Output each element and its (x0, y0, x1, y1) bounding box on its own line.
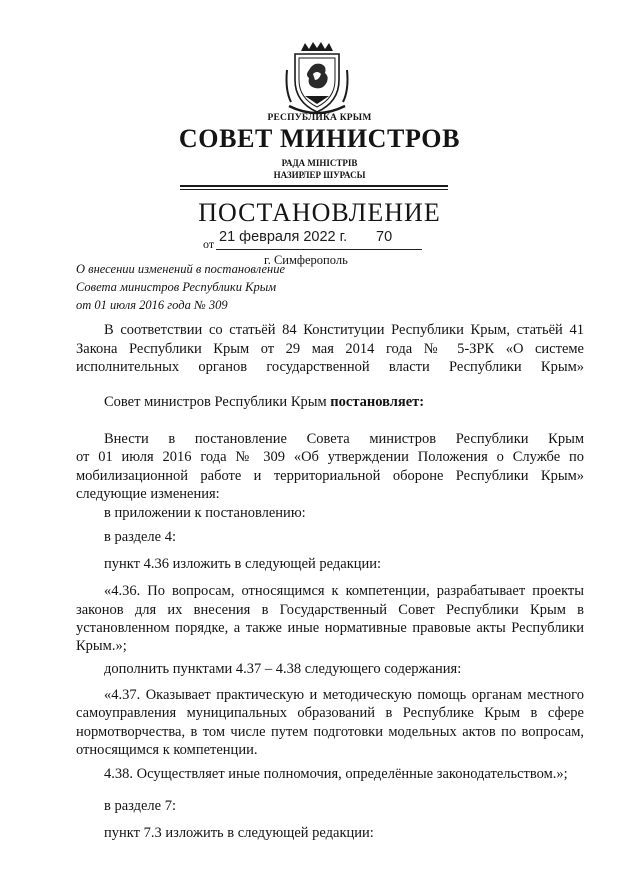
item-4-37-line: самоуправления муниципальных образований в Республике Крым в сфере (76, 705, 584, 721)
city-name: г. Симферополь (264, 253, 348, 267)
item-4-36-line: законов для их внесения в Государственный Совет Республики Крым в (76, 602, 584, 618)
preamble-line: исполнительных органов государственной власти Республики Крым» (76, 359, 584, 375)
add-items-intro: дополнить пунктами 4.37 – 4.38 следующего содержания: (104, 661, 462, 677)
item-4-37-line: относящимся к компетенции. (76, 742, 258, 758)
date-prefix: от (203, 237, 215, 251)
decree-date: 21 февраля 2022 г. (219, 229, 348, 245)
preamble-line: Закона Республики Крым от 29 мая 2014 года № 5-ЗРК «О системе (76, 341, 584, 357)
decree-number: 70 (376, 229, 393, 245)
resolves-line (104, 393, 612, 412)
item-4-36-line: установленном порядке, а также иные нормативные правовые акты Республики (76, 620, 584, 636)
subject-line: Совета министров Республики Крым (76, 280, 277, 294)
item-4-37-line: «4.37. Оказывает практическую и методическую помощь органам местного (104, 687, 584, 703)
section-4-line: в разделе 4: (104, 529, 177, 545)
item-7-3-intro: пункт 7.3 изложить в следующей редакции: (104, 825, 374, 841)
item-4-38-line: 4.38. Осуществляет иные полномочия, определённые законодательством.»; (104, 766, 568, 782)
section-7-line: в разделе 7: (104, 798, 177, 814)
amendment-line: следующие изменения: (76, 486, 220, 502)
crimea-coat-of-arms-icon (283, 40, 351, 118)
item-4-36-line: «4.36. По вопросам, относящимся к компетенции, разрабатывает проекты (104, 583, 584, 599)
decree-subject (76, 260, 285, 314)
preamble-line: В соответствии со статьёй 84 Конституции Республики Крым, статьёй 41 (104, 322, 584, 338)
resolves-keyword: постановляет: (330, 394, 425, 410)
amendment-line: от 01 июля 2016 года № 309 «Об утверждении Положения о Службе по (76, 449, 584, 465)
subject-line: от 01 июля 2016 года № 309 (76, 298, 228, 312)
council-name-crimean-tatar: НАЗИРЛЕР ШУРАСЫ (273, 170, 366, 180)
resolves-text: Совет министров Республики Крым (104, 394, 327, 410)
amendment-line: мобилизационной работе и территориальной обороне Республики Крым» (76, 468, 584, 484)
header-rule-thick (180, 185, 448, 187)
amendment-line: Внести в постановление Совета министров Республики Крым (104, 431, 584, 447)
republic-name: РЕСПУБЛИКА КРЫМ (267, 113, 372, 123)
date-underline (216, 249, 422, 250)
header-rule-thin (180, 189, 448, 190)
item-4-37-line: нормотворчества, в том числе путем подготовки модельных актов по вопросам, (76, 724, 584, 740)
document-type-title: ПОСТАНОВЛЕНИЕ (198, 198, 441, 227)
item-4-36-line: Крым.»; (76, 638, 127, 654)
council-name: СОВЕТ МИНИСТРОВ (178, 124, 461, 153)
council-name-ukrainian: РАДА МІНІСТРІВ (281, 158, 358, 168)
subject-line: О внесении изменений в постановление (76, 262, 286, 276)
appendix-line: в приложении к постановлению: (104, 505, 306, 521)
item-4-36-intro: пункт 4.36 изложить в следующей редакции: (104, 556, 382, 572)
